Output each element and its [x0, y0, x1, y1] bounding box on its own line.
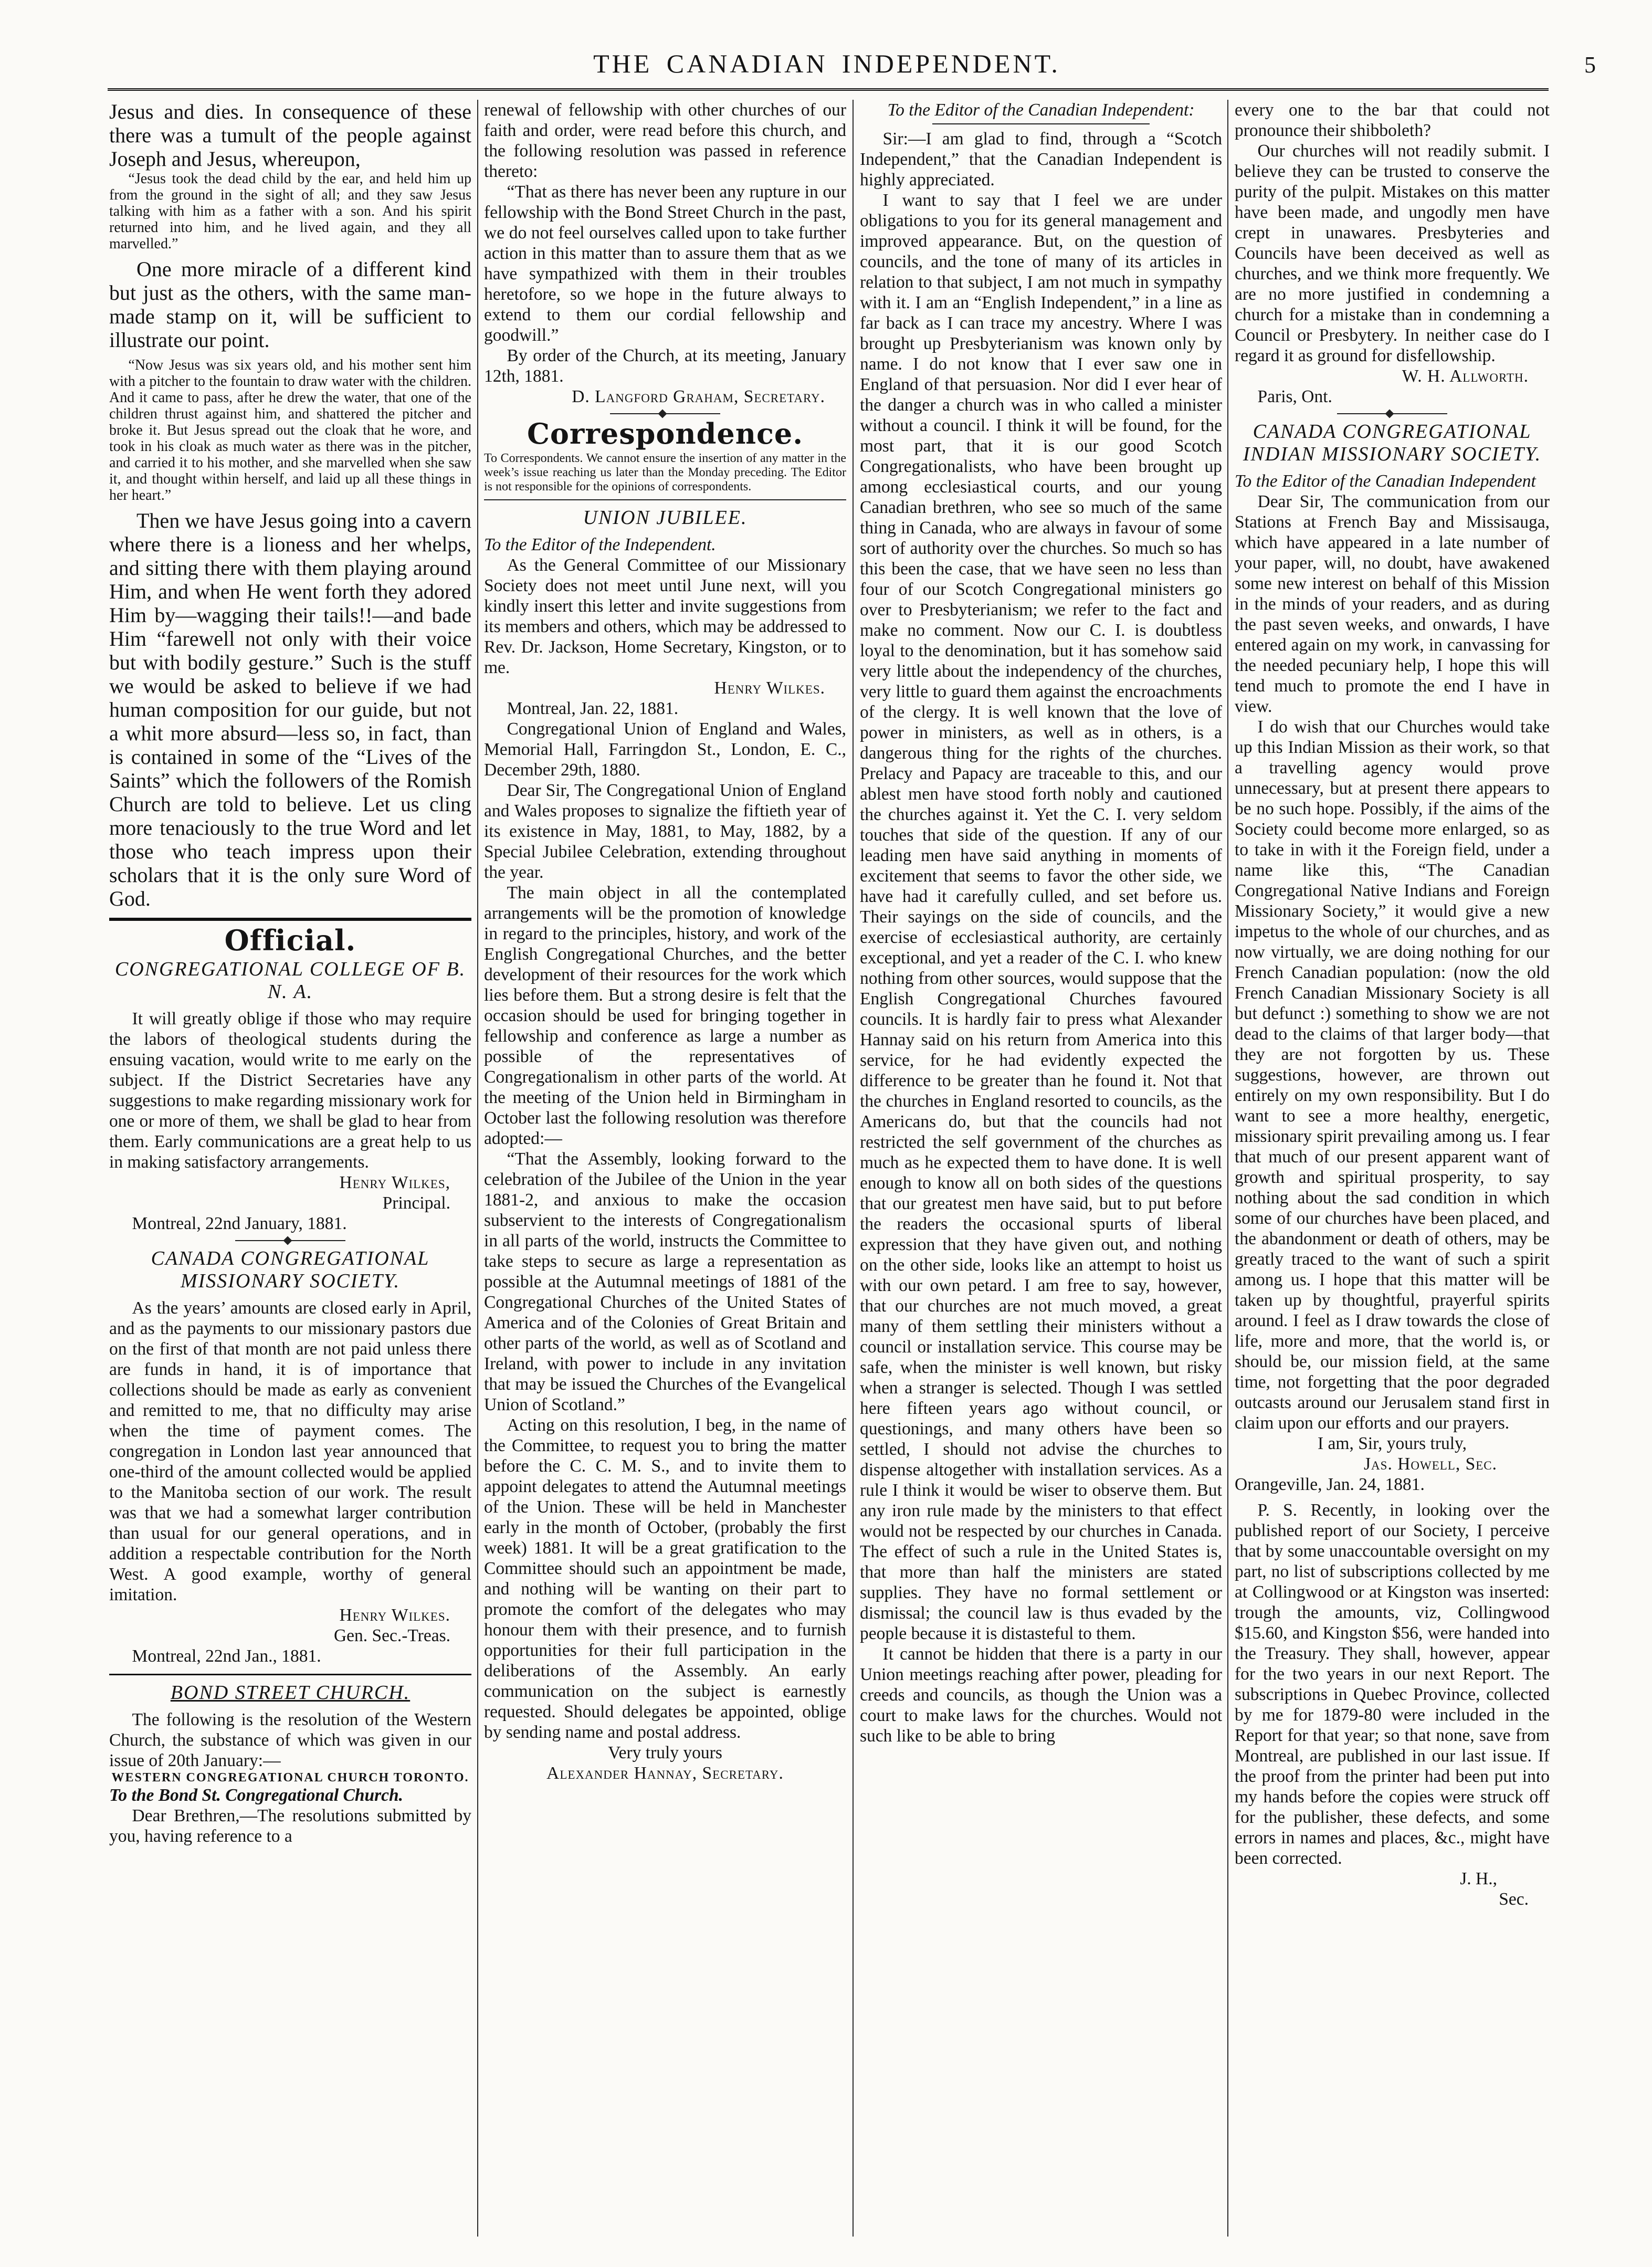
missionary-heading: CANADA CONGREGATIONAL MISSIONARY SOCIETY. [151, 1247, 430, 1292]
signature: Henry Wilkes, [339, 1173, 450, 1192]
article-paragraph: Sir:—I am glad to find, through a “Scotch Independent,” that the Canadian Independent is highly appreciated. [860, 129, 1222, 190]
separator [235, 1240, 345, 1241]
salutation-line: To the Editor of the Canadian Independent [1235, 471, 1536, 491]
church-heading: WESTERN CONGREGATIONAL CHURCH TORONTO. [111, 1771, 469, 1785]
signature: J. H., [1460, 1869, 1497, 1888]
resolution-quote: “That the Assembly, looking forward to the celebration of the Jubilee of the Union in the year 1881-2, and anxious to make the occasion subservient to the interests of Congregationalism in all parts of the world, instructs the Committee to take steps to secure as large a representation as possible at the Autumnal meetings of 1881 of the Congregational Churches of the United States of America and of the Colonies of Great Britain and other parts of the world, as well as of Scotland and Ireland, with power to include in any invitation that may be issued the Churches of the Evangelical Union of Scotland.” [484, 1149, 846, 1414]
salutation-line: To the Editor of the Independent. [484, 535, 716, 554]
signature: Jas. Howell, Sec. [1364, 1454, 1497, 1474]
article-paragraph: As the General Committee of our Missionary Society does not meet until June next, will you kindly insert this letter and invite suggestions from its members and others, which may be addressed to Rev. Dr. Jackson, Home Secretary, Kingston, or to me. [484, 555, 846, 677]
column-divider [477, 100, 478, 2237]
block-quote: “Jesus took the dead child by the ear, and held him up from the ground in the sight of all; and they saw Jesus talking with him as a father with a son. And his spirit returned into him, and he lived again, and they all marvelled.” [109, 171, 471, 252]
block-quote: “Now Jesus was six years old, and his mother sent him with a pitcher to the fountain to draw water with the children. And it came to pass, after he drew the water, that one of the children thrust against him, and shattered the pitcher and broke it. But Jesus spread out the cloak that he wore, and took in his cloak as much water as there was in the pitcher, and carried it to his mother, and she marvelled when she saw it, and thought within herself, and laid up all these things in her heart.” [109, 357, 471, 503]
article-paragraph: Dear Sir, The communication from our Stations at French Bay and Missisauga, which have appeared in a late number of your paper, will, no doubt, have awakened some new interest on behalf of this Mission in the minds of your readers, and as during the past seven weeks, and onwards, I have entered again on my work, in canvassing for the needed pecuniary help, I hope this will tend much to promote the end I have in view. [1235, 492, 1550, 716]
article-paragraph: Then we have Jesus going into a cavern where there is a lioness and her whelps, and sitting there with them playing around Him, and when He went forth they adored Him by—wagging their tails!!—and bade Him “farewell not only with their voice but with bodily gesture.” Such is the stuff we would be asked to believe if we had human composition for our guide, but not a whit more absurd—less so, in fact, than is contained in some of the “Lives of the Saints” which the followers of the Romish Church are told to believe. Let us cling more tenaciously to the true Word and let those who teach impress upon their scholars that it is the only sure Word of God. [109, 509, 471, 910]
signature-title: Sec. [1499, 1890, 1529, 1909]
address-line: Congregational Union of England and Wales, Memorial Hall, Farringdon St., London, E. C., December 29th, 1880. [484, 719, 846, 780]
salutation-line: To the Editor of the Canadian Independent: [887, 100, 1195, 120]
dateline: Paris, Ont. [1257, 387, 1332, 406]
article-paragraph: One more miracle of a different kind but just as the others, with the same man-made stamp on it, will be sufficient to illustrate our point. [109, 257, 471, 352]
article-paragraph: Acting on this resolution, I beg, in the name of the Committee, to request you to bring the matter before the C. C. M. S., and to invite them to appoint delegates to attend the Autumnal meetings of the Union. These will be held in Manchester early in the month of October, (probably the first week) 1881. It will be a great gratification to the Committee should such an appointment be made, and nothing will be wanting on their part to promote the comfort of the delegates who may honour them with their presence, and to furnish opportunities for their full participation in the deliberations of the Assembly. An early communication on the subject is earnestly requested. Should delegates be appointed, oblige by sending name and postal address. [484, 1415, 846, 1742]
column-divider [1227, 100, 1228, 2237]
article-paragraph: The following is the resolution of the Western Church, the substance of which was given in our issue of 20th January:— [109, 1710, 471, 1770]
salutation-line: To the Bond St. Congregational Church. [109, 1786, 404, 1805]
article-paragraph: I do wish that our Churches would take up this Indian Mission as their work, so that a travelling agency would prove unnecessary, but at present there appears to be no such hope. Possibly, if the aims of the Society could become more enlarged, so as to take in with it the Foreign field, under a name like this, “The Canadian Congregational Native Indians and Foreign Missionary Society,” it would give a new impetus to the whole of our churches, and as now virtually, we are doing nothing for our French Canadian population: (now the old French Canadian Missionary Society is all but defunct :) something to show we are not dead to the claims of that larger body—that they are not forgotten by us. These suggestions, however, are thrown out entirely on my own responsibility. But I do want to see a more healthy, energetic, missionary spirit prevailing among us. I fear that much of our present apparent want of growth and spiritual prosperity, to say nothing about the sad condition in which some of our churches have been placed, and the abandonment or death of others, may be greatly traced to the want of such a spirit among us. I hope that this matter will be taken up by thoughtful, prayerful spirits around. I feel as I draw towards the close of life, more and more, that the world is, or should be, our mission field, at the same time, not forgetting that the poor degraded outcasts around our Jerusalem stand first in claim upon our efforts and our prayers. [1235, 717, 1550, 1433]
header-rule [108, 88, 1549, 91]
article-paragraph: By order of the Church, at its meeting, January 12th, 1881. [484, 346, 846, 386]
signature-title: Principal. [382, 1193, 450, 1213]
signature: Henry Wilkes. [714, 678, 825, 698]
article-paragraph: Dear Sir, The Congregational Union of England and Wales proposes to signalize the fiftieth year of its existence in May, 1881, to May, 1882, by a Special Jubilee Celebration, extending throughout the year. [484, 781, 846, 882]
college-heading: CONGREGATIONAL COLLEGE OF B. N. A. [114, 958, 466, 1003]
article-paragraph: It will greatly oblige if those who may require the labors of theological students during the ensuing vacation, would write to me early on the subject. If the District Secretaries have any suggestions to make regarding missionary work for one or more of them, we shall be glad to hear from them. Early communications are a great help to us in making satisfactory arrangements. [109, 1009, 471, 1172]
column-4 [1235, 100, 1550, 2247]
separator [610, 413, 720, 414]
signature: D. Langford Graham, Secretary. [572, 387, 825, 406]
article-paragraph: The main object in all the contemplated arrangements will be the promotion of knowledge in regard to the principles, history, and work of the English Congregational Churches, and the better development of their resources for the work which lies before them. But a strong desire is felt that the occasion should be used for bringing together in fellowship and conference as large a number as possible of the representatives of Congregationalism in other parts of the world. At the meeting of the Union held in Birmingham in October last the following resolution was therefore adopted:— [484, 883, 846, 1148]
indian-mission-heading: CANADA CONGREGATIONAL INDIAN MISSIONARY SOCIETY. [1243, 421, 1542, 465]
article-paragraph: “That as there has never been any rupture in our fellowship with the Bond Street Church in the past, we do not feel ourselves called upon to take further action in this matter than to assure them that as we have sympathized with them in their troubles heretofore, so we hope in the future always to extend to them our cordial fellowship and goodwill.” [484, 182, 846, 345]
running-head [105, 48, 1596, 80]
article-paragraph: renewal of fellowship with other churches of our faith and order, were read before this church, and the following resolution was passed in reference thereto: [484, 100, 846, 181]
column-2 [484, 100, 846, 2247]
article-paragraph: As the years’ amounts are closed early in April, and as the payments to our missionary pastors due on the first of that month are not paid unless there are funds in hand, it is of importance that collections should be made as early as convenient and remitted to me, that no difficulty may arise when the time of payment comes. The congregation in London last year announced that one-third of the amount collected would be applied to the Manitoba section of our work. The result was that we had a somewhat larger contribution than usual for our general operations, and in addition a respectable contribution for the North West. A good example, worthy of general imitation. [109, 1298, 471, 1604]
dateline: Montreal, Jan. 22, 1881. [507, 699, 679, 718]
closing-line: Very truly yours [608, 1743, 722, 1762]
column-divider [853, 100, 854, 2237]
column-1 [109, 100, 471, 2247]
postscript: P. S. Recently, in looking over the published report of our Society, I perceive that by some unaccountable oversight on my part, no list of subscriptions collected by me at Collingwood or at Kingston was inserted: trough the amounts, viz, Collingwood $15.60, and Kingston $56, were handed into the Treasury. They shall, however, appear for the two years in our next Report. The subscriptions in Quebec Province, collected by me for 1879-80 were included in the Report for that year; so that none, save from Montreal, are published in our last issue. If the proof from the printer had been put into my hands before the copies were struck off for the publisher, these defects, and some errors in names and places, &c., might have been corrected. [1235, 1500, 1550, 1868]
dateline: Montreal, 22nd January, 1881. [132, 1214, 347, 1233]
article-paragraph: It cannot be hidden that there is a party in our Union meetings reaching after power, pleading for creeds and councils, as though the Union was a court to make laws for the churches. Would not such like to be able to bring [860, 1644, 1222, 1746]
separator [1337, 413, 1447, 414]
signature-title: Gen. Sec.-Treas. [333, 1626, 450, 1645]
bond-street-heading: BOND STREET CHURCH. [170, 1682, 411, 1704]
article-paragraph: I want to say that I feel we are under obligations to you for its general management and improved appearance. But, on the question of councils, and the tone of many of its articles in relation to that subject, I am not much in sympathy with it. I am an “English Independent,” in a line as far back as I can trace my ancestry. Where I was brought up Presbyterianism was known only by name. I do not know that I ever saw one in England of that persuasion. Nor did I ever hear of the danger a church was in who called a minister without a council. I think it will be found, for the most part, that it is our good Scotch Congregationalists, who have been brought up among ecclesiastical courts, and our young Canadian brethren, who see so much of the same thing in Canada, who are always in favour of some sort of authority over the churches. So much so has this been the case, that we have seen no less than four of our Scotch Congregational ministers go over to Presbyterianism; we refer to the fact and make no comment. Now our C. I. is doubtless loyal to the denomination, but it has somehow said very little about the independency of the churches, very little to guard them against the encroachments of the clergy. It is well known that the love of power in ministers, as well as in others, is a dangerous thing for the rights of the churches. Prelacy and Papacy are traceable to this, and our ablest men have stood forth nobly and cautioned the churches against it. Yet the C. I. very seldom touches that side of the question. If any of our leading men have said anything in moments of excitement that seems to favor the other side, we have had it carefully culled, and set before us. Their sayings on the side of councils, and the exercise of ecclesiastical authority, are certainly exceptional, and yet a reader of the C. I. who knew nothing from other sources, would suppose that the English Congregational Churches favoured councils. It is hardly fair to press what Alexander Hannay said on his return from America into this service, for he had evidently expected the difference to be greater than he found it. Not that the churches in England resorted to councils, as the Americans do, but that the councils had not restricted the self government of the churches as much as he expected them to have done. It is well enough to know all on both sides of the questions that our greatest men have said, but to put before the readers the occasional spurts of liberal expression that they have given out, and nothing on the other side, looks like an attempt to hoist us with our own petard. I am free to say, however, that our churches are not much moved, a great many of them settling their ministers without a council or installation service. This course may be safe, when the minister is well known, but risky when a stranger is selected. Though I was settled here fifteen years ago without council, or questionings, and many others have been so settled, I should not advise the churches to dispense altogether with installation services. As a rule I think it would be wiser to observe them. But any iron rule made by the ministers to that effect would not be respected by our churches in Canada. The effect of such a rule in the United States is, that more than half the ministers are stated supplies. They have no formal settlement or dismissal; the council law is thus evaded by the people because it is distasteful to them. [860, 191, 1222, 1643]
section-heading-correspondence: Correspondence. [527, 417, 804, 450]
dateline: Orangeville, Jan. 24, 1881. [1235, 1475, 1425, 1494]
section-rule [109, 1674, 471, 1675]
notice-to-correspondents: To Correspondents. We cannot ensure the insertion of any matter in the week’s issue reaching us later than the Monday preceding. The Editor is not responsible for the opinions of correspondents. [484, 452, 846, 494]
union-jubilee-heading: UNION JUBILEE. [583, 507, 748, 529]
signature: Alexander Hannay, Secretary. [546, 1764, 784, 1783]
section-rule [109, 918, 471, 921]
signature: W. H. Allworth. [1402, 366, 1529, 386]
section-heading-official: Official. [224, 923, 356, 957]
article-paragraph: Jesus and dies. In consequence of these there was a tumult of the people against Joseph and Jesus, whereupon, [109, 100, 471, 171]
article-paragraph: every one to the bar that could not pronounce their shibboleth? [1235, 100, 1550, 140]
column-3 [860, 100, 1222, 2247]
signature: Henry Wilkes. [339, 1605, 450, 1625]
newspaper-title: THE CANADIAN INDEPENDENT. [593, 49, 1060, 78]
dateline: Montreal, 22nd Jan., 1881. [132, 1646, 321, 1666]
article-paragraph: Our churches will not readily submit. I believe they can be trusted to conserve the purity of the pulpit. Mistakes on this matter have been made, and ungodly men have crept in unawares. Presbyteries and Councils have been deceived as well as churches, and we think more frequently. We are no more justified in condemning a church for a mistake than in condemning a Council or Presbytery. In neither case do I regard it as ground for disfellowship. [1235, 141, 1550, 365]
page-number: 5 [1584, 52, 1596, 78]
article-paragraph: Dear Brethren,—The resolutions submitted by you, having reference to a [109, 1806, 471, 1846]
closing-line: I am, Sir, yours truly, [1318, 1434, 1467, 1453]
